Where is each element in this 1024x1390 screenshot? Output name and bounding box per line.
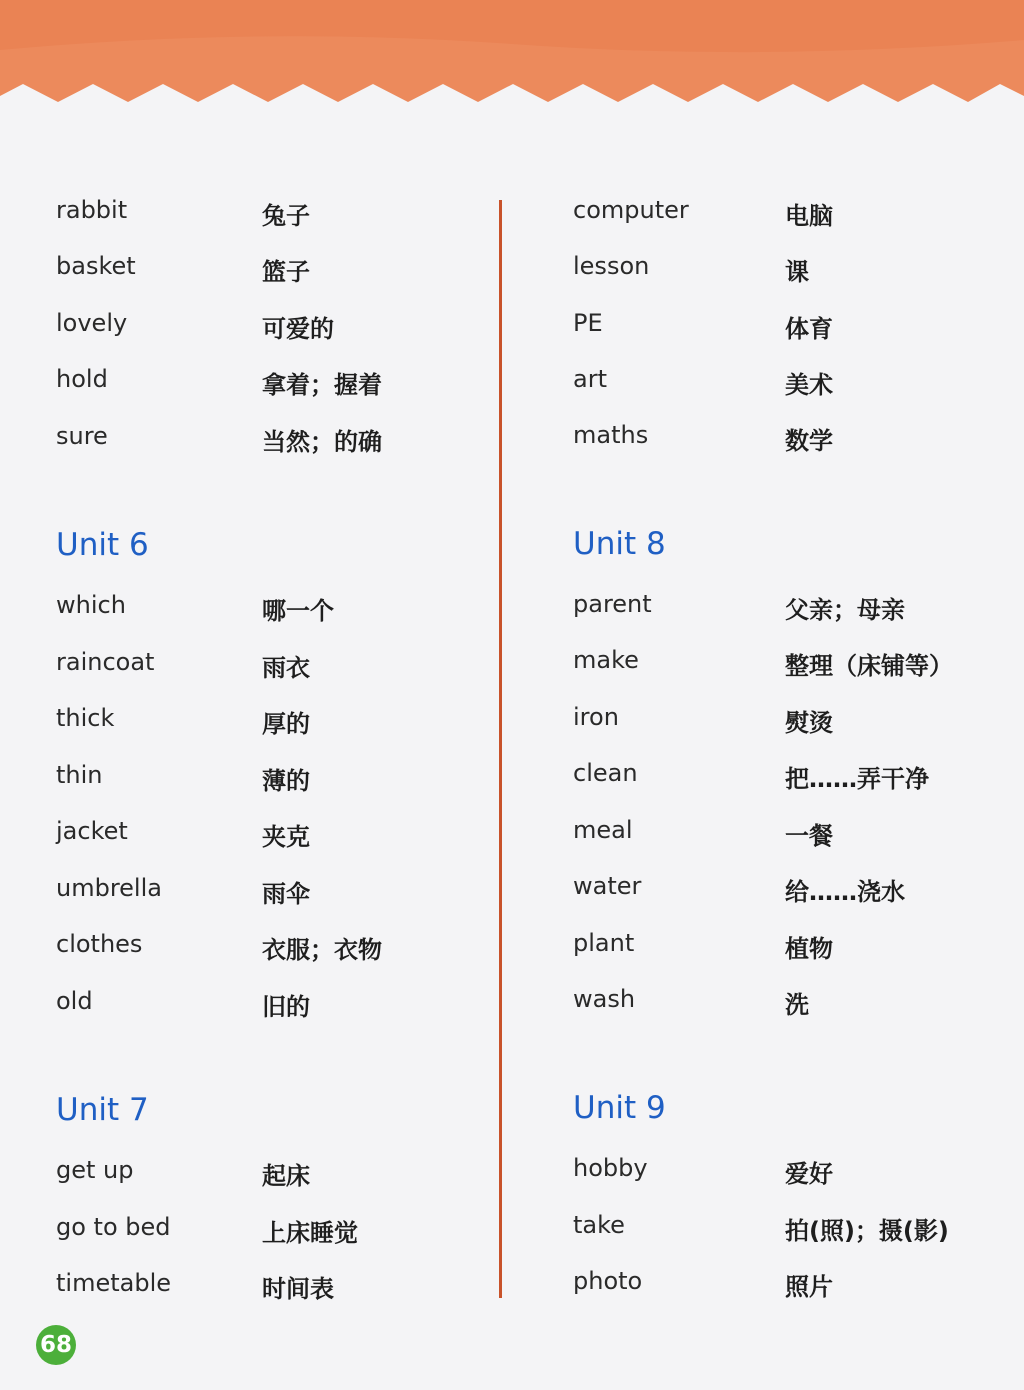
english-word: umbrella <box>56 874 162 902</box>
english-word: plant <box>573 929 635 957</box>
vocab-entry <box>573 1211 1024 1251</box>
english-word: jacket <box>56 817 128 845</box>
vocab-entry <box>56 648 536 688</box>
chinese-meaning: 上床睡觉 <box>262 1219 358 1247</box>
english-word: PE <box>573 309 603 337</box>
english-word: go to bed <box>56 1213 171 1241</box>
english-word: thin <box>56 761 103 789</box>
vocab-entry <box>573 929 1024 969</box>
vocab-entry <box>56 196 536 236</box>
vocab-entry <box>573 590 1024 630</box>
chinese-meaning: 雨伞 <box>262 880 310 908</box>
vocab-entry <box>56 930 536 970</box>
chinese-meaning: 熨烫 <box>785 709 833 737</box>
chinese-meaning: 兔子 <box>262 202 310 230</box>
english-word: art <box>573 365 607 393</box>
english-word: timetable <box>56 1269 172 1297</box>
english-word: water <box>573 872 642 900</box>
chinese-meaning: 夹克 <box>262 823 310 851</box>
english-word: make <box>573 646 639 674</box>
chinese-meaning: 体育 <box>785 315 833 343</box>
english-word: which <box>56 591 126 619</box>
chinese-meaning: 厚的 <box>262 710 310 738</box>
chinese-meaning: 篮子 <box>262 258 310 286</box>
page-number-badge: 68 <box>36 1325 76 1365</box>
chinese-meaning: 数学 <box>785 427 833 455</box>
vocab-entry <box>56 422 536 462</box>
vocab-entry <box>573 872 1024 912</box>
english-word: hold <box>56 365 108 393</box>
unit-7-heading: Unit 7 <box>56 1092 149 1128</box>
vocab-entry <box>56 704 536 744</box>
english-word: photo <box>573 1267 643 1295</box>
vocab-entry <box>573 703 1024 743</box>
vocab-entry <box>56 1213 536 1253</box>
english-word: clean <box>573 759 638 787</box>
vocab-entry <box>573 816 1024 856</box>
vocab-entry <box>573 1267 1024 1307</box>
english-word: lovely <box>56 309 128 337</box>
english-word: computer <box>573 196 689 224</box>
vocab-entry <box>56 1156 536 1196</box>
chinese-meaning: 起床 <box>262 1162 310 1190</box>
english-word: iron <box>573 703 619 731</box>
english-word: basket <box>56 252 136 280</box>
english-word: raincoat <box>56 648 155 676</box>
english-word: clothes <box>56 930 143 958</box>
vocab-entry <box>573 196 1024 236</box>
english-word: take <box>573 1211 625 1239</box>
chinese-meaning: 父亲；母亲 <box>785 596 905 624</box>
chinese-meaning: 拍(照)；摄(影) <box>785 1217 949 1245</box>
english-word: thick <box>56 704 115 732</box>
english-word: get up <box>56 1156 134 1184</box>
vocab-entry <box>573 985 1024 1025</box>
chinese-meaning: 电脑 <box>785 202 833 230</box>
vocab-entry <box>56 309 536 349</box>
vocab-entry <box>573 309 1024 349</box>
chinese-meaning: 把……弄干净 <box>785 765 929 793</box>
chinese-meaning: 旧的 <box>262 993 310 1021</box>
vocab-entry <box>56 591 536 631</box>
english-word: rabbit <box>56 196 128 224</box>
chinese-meaning: 美术 <box>785 371 833 399</box>
chinese-meaning: 雨衣 <box>262 654 310 682</box>
vocab-entry <box>573 365 1024 405</box>
vocab-entry <box>56 1269 536 1309</box>
english-word: maths <box>573 421 649 449</box>
vocab-entry <box>56 987 536 1027</box>
chinese-meaning: 衣服；衣物 <box>262 936 382 964</box>
vocab-entry <box>573 646 1024 686</box>
unit-9-heading: Unit 9 <box>573 1090 666 1126</box>
vocab-entry <box>573 252 1024 292</box>
decorative-banner <box>0 0 1024 110</box>
english-word: hobby <box>573 1154 648 1182</box>
unit-8-heading: Unit 8 <box>573 526 666 562</box>
english-word: wash <box>573 985 636 1013</box>
vocab-entry <box>56 761 536 801</box>
unit-6-heading: Unit 6 <box>56 527 149 563</box>
chinese-meaning: 当然；的确 <box>262 428 382 456</box>
english-word: meal <box>573 816 633 844</box>
vocab-entry <box>573 1154 1024 1194</box>
vocab-entry <box>56 817 536 857</box>
english-word: old <box>56 987 93 1015</box>
chinese-meaning: 植物 <box>785 935 833 963</box>
chinese-meaning: 课 <box>785 258 809 286</box>
english-word: sure <box>56 422 108 450</box>
chinese-meaning: 照片 <box>785 1273 833 1301</box>
chinese-meaning: 爱好 <box>785 1160 833 1188</box>
chinese-meaning: 薄的 <box>262 767 310 795</box>
english-word: parent <box>573 590 652 618</box>
english-word: lesson <box>573 252 650 280</box>
chinese-meaning: 哪一个 <box>262 597 334 625</box>
vocab-entry <box>56 874 536 914</box>
chinese-meaning: 一餐 <box>785 822 833 850</box>
chinese-meaning: 给……浇水 <box>785 878 905 906</box>
chinese-meaning: 可爱的 <box>262 315 334 343</box>
vocab-entry <box>56 365 536 405</box>
vocab-entry <box>56 252 536 292</box>
chinese-meaning: 时间表 <box>262 1275 334 1303</box>
chinese-meaning: 整理（床铺等） <box>785 652 953 680</box>
vocab-entry <box>573 421 1024 461</box>
chinese-meaning: 拿着；握着 <box>262 371 382 399</box>
vocab-entry <box>573 759 1024 799</box>
chinese-meaning: 洗 <box>785 991 809 1019</box>
